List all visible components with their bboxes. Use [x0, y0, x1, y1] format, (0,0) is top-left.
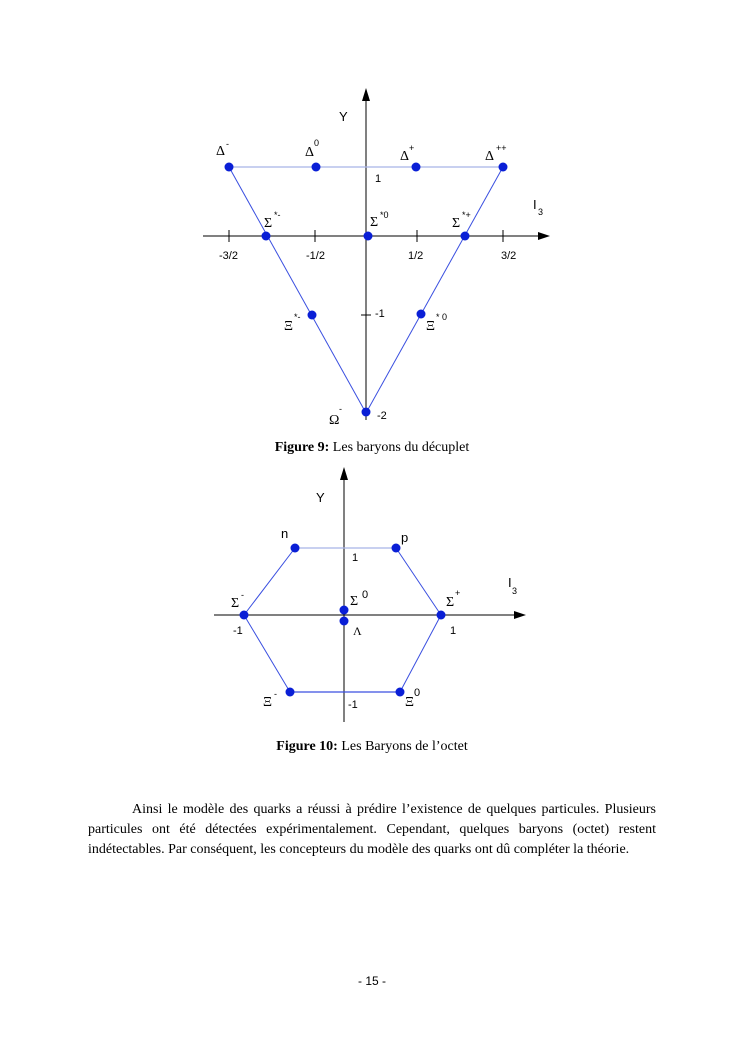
fig10-label-p: p	[401, 530, 409, 545]
fig9-label-xi-minus: Ξ	[284, 319, 294, 334]
body-paragraph: Ainsi le modèle des quarks a réussi à prédire l’existence de quelques particules. Plusieurs particules ont été détectées expérimentalement. Cependant, quelques baryons (octet) restent indétectables. Par conséquent, les concepteurs du modèle des quarks ont dû compléter la théorie.	[88, 802, 656, 857]
fig9-tick-label-x: -1/2	[306, 250, 325, 262]
fig10-label-xi-zero: Ξ	[405, 695, 415, 710]
fig10-point-sigma-zero	[340, 606, 349, 615]
fig10-label-xi-minus-sup: -	[274, 689, 277, 699]
fig10-label-sigma-minus: Σ	[231, 596, 240, 611]
fig9-y-label: Y	[339, 109, 348, 124]
fig10-x-label-sub: 3	[512, 586, 518, 596]
fig10-label-lambda: Λ	[353, 624, 362, 638]
fig10-label-xi-minus: Ξ	[263, 695, 273, 710]
fig10-point-xi-minus	[286, 688, 295, 697]
fig10-point-n	[291, 544, 300, 553]
fig9-label-delta-plusplus-sup: ++	[496, 143, 507, 153]
fig9-tick-label-x: -3/2	[219, 250, 238, 262]
fig10-x-arrow	[514, 611, 526, 619]
fig10-y-label: Y	[316, 490, 325, 505]
fig9-tick-label-y: 1	[375, 173, 382, 185]
fig9-tick-label-x: 3/2	[501, 250, 517, 262]
fig10-right-edges	[396, 548, 441, 692]
page-number: - 15 -	[357, 974, 386, 988]
fig9-label-delta-minus: Δ	[216, 144, 226, 159]
fig9-label-sigma-plus-sup: *+	[462, 210, 471, 220]
fig9-x-label-sub: 3	[538, 207, 544, 217]
fig9-label-xi-zero-sup: * 0	[436, 312, 448, 322]
fig10-label-sigma-minus-sup: -	[241, 590, 244, 600]
fig10-label-n: n	[281, 526, 289, 541]
fig9-label-xi-zero: Ξ	[426, 319, 436, 334]
fig10-label-xi-zero-sup: 0	[414, 687, 421, 699]
fig10-point-sigma-plus	[437, 611, 446, 620]
fig9-label-delta-zero: Δ	[305, 145, 315, 160]
fig9-label-omega: Ω	[329, 413, 340, 428]
fig10-point-p	[392, 544, 401, 553]
fig9-tick-label-y: -2	[377, 410, 387, 422]
fig10-point-lambda	[340, 617, 349, 626]
fig10-tick-label-y: -1	[348, 699, 358, 711]
fig10-x-label: I	[508, 575, 512, 590]
fig9-label-sigma-zero-sup: *0	[380, 210, 389, 220]
fig10-point-sigma-minus	[240, 611, 249, 620]
fig9-label-sigma-minus: Σ	[264, 216, 273, 231]
fig10-y-arrow	[340, 467, 348, 480]
fig9-label-delta-plus: Δ	[400, 149, 410, 164]
fig9-label-delta-plus-sup: +	[409, 143, 415, 153]
fig10-label-sigma-zero: Σ	[350, 594, 359, 609]
fig10-point-xi-zero	[396, 688, 405, 697]
fig9-label-delta-zero-sup: 0	[314, 138, 320, 148]
fig10-tick-label-x: -1	[233, 625, 243, 637]
fig10-label-sigma-zero-sup: 0	[362, 589, 369, 601]
fig9-tick-label-x: 1/2	[408, 250, 424, 262]
figure-10-caption-label: Figure 10:	[276, 739, 338, 754]
fig9-label-omega-sup: -	[339, 404, 342, 414]
figure-9-caption-text: Les baryons du décuplet	[329, 440, 470, 455]
fig9-label-delta-plusplus: Δ	[485, 149, 495, 164]
fig9-label-delta-minus-sup: -	[226, 139, 229, 149]
figure-10-caption	[0, 739, 744, 755]
fig10-label-sigma-plus: Σ	[446, 595, 455, 610]
fig10-tick-label-y: 1	[352, 552, 359, 564]
fig9-label-sigma-minus-sup: *-	[274, 210, 281, 220]
fig9-x-label: I	[533, 197, 537, 212]
fig10-points	[240, 544, 446, 697]
figure-9-caption-label: Figure 9:	[274, 440, 330, 455]
fig10-tick-label-x: 1	[450, 625, 457, 637]
fig9-label-xi-minus-sup: *-	[294, 312, 301, 322]
fig9-label-sigma-plus: Σ	[452, 216, 461, 231]
fig9-tick-label-y: -1	[375, 308, 385, 320]
fig10-label-sigma-plus-sup: +	[455, 588, 461, 598]
fig9-label-sigma-zero: Σ	[370, 215, 379, 230]
figure-10-caption-text: Les Baryons de l’octet	[337, 739, 468, 754]
fig10-left-edges	[244, 548, 295, 692]
